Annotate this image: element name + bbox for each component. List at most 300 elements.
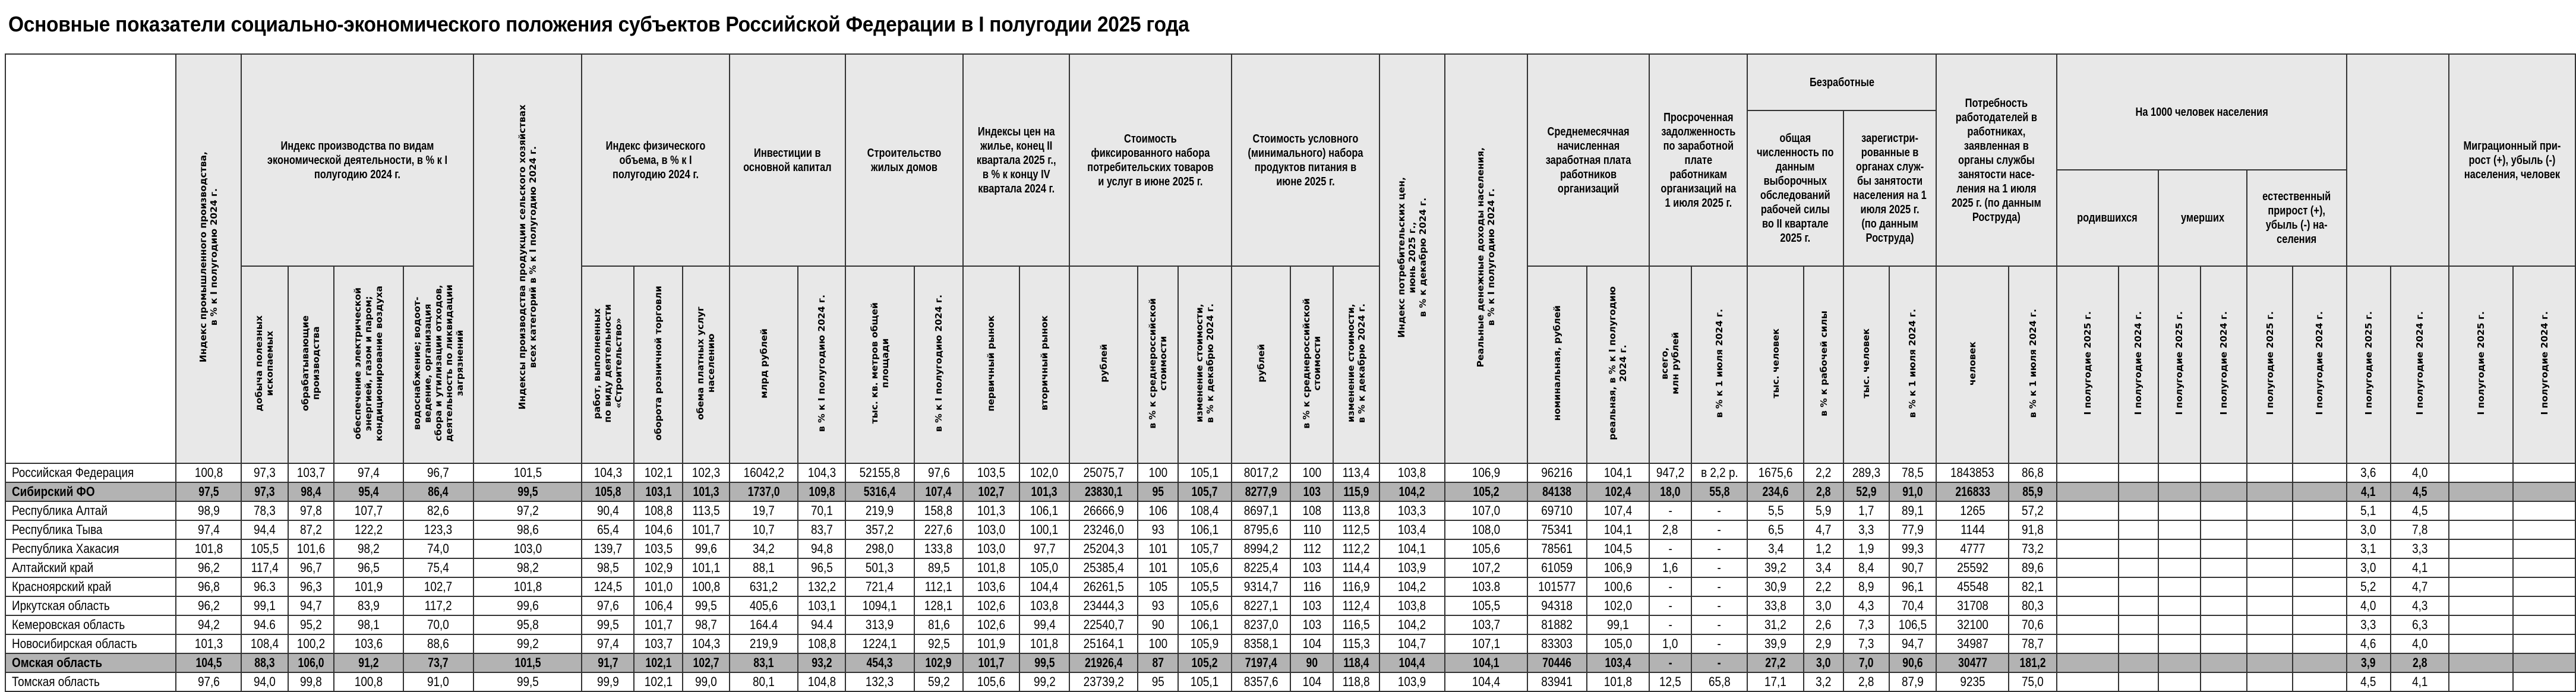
value-cell (1019, 615, 1069, 634)
value-cell (1587, 634, 1649, 653)
value-cell (2449, 596, 2513, 615)
value-cell (1019, 558, 1069, 577)
cell-value: 3,9 (2361, 655, 2376, 670)
cell-value: 94,2 (197, 617, 220, 632)
value-cell (2293, 501, 2347, 520)
value-cell (334, 482, 403, 501)
cell-value: 8357,6 (1243, 674, 1278, 689)
cell-value: 105 (1148, 579, 1167, 594)
cell-value: 112,1 (925, 579, 952, 594)
value-cell (2119, 539, 2158, 558)
cell-value: 70,0 (427, 617, 450, 632)
cell-value: 1,9 (1858, 541, 1874, 556)
cell-value: 70,1 (810, 503, 833, 518)
value-cell (798, 653, 845, 672)
value-cell (2513, 577, 2575, 596)
value-cell (845, 653, 914, 672)
value-cell (403, 463, 473, 482)
cell-value: 102,6 (977, 598, 1005, 613)
value-cell (334, 615, 403, 634)
value-cell (1178, 615, 1232, 634)
value-cell (1747, 634, 1804, 653)
value-cell (1379, 463, 1445, 482)
cell-value: 70,4 (1901, 598, 1924, 613)
value-cell (2119, 634, 2158, 653)
cell-value: 94.6 (253, 617, 276, 632)
cell-value: 105,5 (1191, 579, 1219, 594)
cell-value: 25385,4 (1083, 560, 1124, 575)
value-cell (798, 558, 845, 577)
cell-value: 103,5 (644, 541, 673, 556)
value-cell (288, 596, 334, 615)
cell-value: 81,6 (927, 617, 950, 632)
value-cell (730, 577, 798, 596)
value-cell (1804, 653, 1843, 672)
value-cell (1691, 539, 1748, 558)
value-cell (2293, 615, 2347, 634)
cell-value: 139,7 (594, 541, 622, 556)
cell-value: - (1717, 541, 1722, 556)
cell-value: 65,4 (596, 522, 619, 537)
cell-value: 83,1 (753, 655, 774, 670)
value-cell (2247, 463, 2293, 482)
cell-value: 95,2 (299, 617, 322, 632)
value-cell (1379, 520, 1445, 539)
cell-value: 104,3 (807, 465, 836, 480)
value-cell (1333, 577, 1379, 596)
value-cell (845, 520, 914, 539)
value-cell (1936, 520, 2009, 539)
cell-value: 1843853 (1950, 465, 1995, 480)
value-cell (2247, 615, 2293, 634)
cell-value: 19,7 (753, 503, 775, 518)
value-cell (634, 558, 682, 577)
value-cell (473, 501, 582, 520)
cell-value: - (1668, 503, 1672, 518)
value-cell (730, 672, 798, 691)
cell-value: 104,8 (807, 674, 836, 689)
cell-value: 78561 (1541, 541, 1573, 556)
cell-value: 69710 (1541, 503, 1573, 518)
region-name: Новосибирская область (12, 636, 137, 651)
cell-value: 99,2 (1033, 674, 1056, 689)
region-name: Иркутская область (12, 598, 110, 613)
cell-value: 5,2 (2360, 579, 2376, 594)
cell-value: 104,6 (644, 522, 673, 537)
cell-value: 100 (1148, 465, 1167, 480)
value-cell (1843, 615, 1889, 634)
value-cell (2057, 577, 2119, 596)
value-cell (1445, 520, 1527, 539)
value-cell (1138, 539, 1177, 558)
value-cell (1649, 615, 1691, 634)
table-row (5, 596, 2575, 615)
value-cell (2009, 577, 2057, 596)
header-industrial-index: Индекс промышленного производства, в % к I полугодию 2024 г. (176, 54, 241, 463)
value-cell (1843, 539, 1889, 558)
value-cell (798, 672, 845, 691)
cell-value: 1,6 (1662, 560, 1678, 575)
value-cell (1232, 672, 1290, 691)
cell-value: 4,7 (1816, 522, 1832, 537)
cell-value: 97,4 (197, 522, 220, 537)
value-cell (1804, 596, 1843, 615)
cell-value: 8225,4 (1243, 560, 1278, 575)
value-cell (730, 520, 798, 539)
value-cell (1445, 615, 1527, 634)
cell-value: 105,5 (250, 541, 279, 556)
cell-value: 100,2 (296, 636, 326, 651)
cell-value: 97,6 (197, 674, 220, 689)
value-cell (2201, 539, 2247, 558)
cell-value: 4,1 (2411, 674, 2428, 689)
value-cell (963, 672, 1019, 691)
value-cell (2158, 653, 2201, 672)
value-cell (1379, 501, 1445, 520)
value-cell (1445, 501, 1527, 520)
region-name-cell (5, 615, 176, 634)
region-name: Республика Алтай (12, 503, 108, 518)
region-name: Республика Тыва (12, 522, 103, 537)
cell-value: 313,9 (866, 617, 894, 632)
value-cell (798, 482, 845, 501)
value-cell (2347, 672, 2391, 691)
value-cell (1333, 634, 1379, 653)
value-cell (1889, 672, 1937, 691)
header-housing: Строительство жилых домов (845, 54, 963, 266)
cell-value: 88,6 (427, 636, 450, 651)
value-cell (1069, 482, 1138, 501)
cell-value: 104,1 (1473, 655, 1499, 670)
value-cell (2057, 539, 2119, 558)
cell-value: 101,9 (977, 636, 1005, 651)
cell-value: 104 (1302, 674, 1322, 689)
cell-value: 95 (1152, 484, 1164, 499)
region-name: Алтайский край (12, 560, 94, 575)
value-cell (683, 501, 730, 520)
value-cell (334, 539, 403, 558)
value-cell (1019, 653, 1069, 672)
header-per-1000: На 1000 человек населения (2057, 54, 2347, 170)
subheader: обема платных услуг населению (683, 266, 730, 463)
value-cell (1649, 634, 1691, 653)
value-cell (1587, 539, 1649, 558)
cell-value: 1094,1 (863, 598, 897, 613)
cell-value: 122,2 (354, 522, 383, 537)
cell-value: 8227,1 (1243, 598, 1278, 613)
cell-value: 112,5 (1343, 522, 1371, 537)
value-cell (1232, 615, 1290, 634)
cell-value: 106,5 (1898, 617, 1927, 632)
cell-value: 117,2 (424, 598, 452, 613)
cell-value: 216833 (1955, 484, 1990, 499)
cell-value: 70446 (1542, 655, 1572, 670)
value-cell (334, 672, 403, 691)
cell-value: 91,2 (358, 655, 379, 670)
subheader: I полугодие 2025 г. (2158, 266, 2201, 463)
value-cell (473, 577, 582, 596)
header-min-set: Стоимость условного (минимального) набора продуктов питания в июне 2025 г. (1232, 54, 1379, 266)
value-cell (1804, 558, 1843, 577)
cell-value: 101 (1148, 560, 1167, 575)
subheader: обеспечение электрической энергией, газом и паром; кондиционирование воздуха (334, 266, 403, 463)
cell-value: 106,9 (1472, 465, 1500, 480)
region-name-cell (5, 520, 176, 539)
value-cell (914, 596, 963, 615)
subheader: вторичный рынок (1019, 266, 1069, 463)
value-cell (1232, 463, 1290, 482)
cell-value: 91,0 (427, 674, 450, 689)
value-cell (1290, 596, 1333, 615)
cell-value: 4,3 (1858, 598, 1874, 613)
cell-value: 100,8 (354, 674, 383, 689)
cell-value: 105,6 (977, 674, 1005, 689)
cell-value: 97,3 (253, 465, 276, 480)
cell-value: - (1717, 503, 1722, 518)
value-cell (1843, 463, 1889, 482)
cell-value: 99,8 (299, 674, 322, 689)
cell-value: 97,2 (516, 503, 539, 518)
region-name-cell (5, 539, 176, 558)
value-cell (1333, 463, 1379, 482)
value-cell (2449, 653, 2513, 672)
value-cell (2158, 558, 2201, 577)
value-cell (798, 501, 845, 520)
cell-value: 234,6 (1762, 484, 1789, 499)
value-cell (2347, 482, 2391, 501)
value-cell (2449, 463, 2513, 482)
value-cell (403, 672, 473, 691)
value-cell (2119, 501, 2158, 520)
value-cell (2247, 653, 2293, 672)
value-cell (473, 539, 582, 558)
value-cell (2293, 463, 2347, 482)
value-cell (1691, 463, 1748, 482)
cell-value: 94318 (1541, 598, 1573, 613)
value-cell (1178, 482, 1232, 501)
value-cell (403, 539, 473, 558)
subheader: I полугодие 2025 г. (2449, 266, 2513, 463)
cell-value: 25204,3 (1083, 541, 1124, 556)
value-cell (1889, 577, 1937, 596)
value-cell (2119, 463, 2158, 482)
cell-value: 104,5 (195, 655, 222, 670)
cell-value: в 2,2 р. (1700, 465, 1738, 480)
cell-value: 1,2 (1816, 541, 1832, 556)
value-cell (2009, 501, 2057, 520)
table-header (5, 54, 2575, 463)
cell-value: - (1718, 655, 1721, 670)
cell-value: 8795,6 (1243, 522, 1278, 537)
cell-value: 25075,7 (1083, 465, 1124, 480)
cell-value: 100 (1148, 636, 1167, 651)
cell-value: 99,3 (1901, 541, 1924, 556)
value-cell (1587, 653, 1649, 672)
value-cell (288, 634, 334, 653)
value-cell (1889, 501, 1937, 520)
subheader: I полугодие 2024 г. (2201, 266, 2247, 463)
cell-value: 101,8 (1603, 674, 1633, 689)
cell-value: 105,6 (1191, 598, 1219, 613)
region-name: Сибирский ФО (12, 484, 95, 499)
cell-value: 102,9 (644, 560, 673, 575)
value-cell (2247, 501, 2293, 520)
cell-value: 97,8 (299, 503, 322, 518)
value-cell (1527, 653, 1587, 672)
value-cell (176, 463, 241, 482)
cell-value: 90 (1306, 655, 1318, 670)
region-name-cell (5, 672, 176, 691)
cell-value: 102,0 (1603, 598, 1633, 613)
cell-value: 80,3 (2022, 598, 2044, 613)
value-cell (1804, 615, 1843, 634)
value-cell (2293, 482, 2347, 501)
value-cell (582, 577, 634, 596)
header-arrears: Просроченная задолженность по заработной плате работникам организаций на 1 июля 2025 г. (1649, 54, 1748, 266)
value-cell (1379, 596, 1445, 615)
page-title: Основные показатели социально-экономического положения субъектов Российской Федерации в I полугодии 2025 года (8, 12, 1189, 36)
value-cell (2513, 482, 2575, 501)
value-cell (2009, 672, 2057, 691)
value-cell (683, 482, 730, 501)
value-cell (730, 558, 798, 577)
value-cell (1178, 539, 1232, 558)
value-cell (582, 653, 634, 672)
value-cell (334, 634, 403, 653)
value-cell (1069, 463, 1138, 482)
value-cell (2247, 577, 2293, 596)
cell-value: 454,3 (866, 655, 894, 670)
value-cell (1804, 634, 1843, 653)
cell-value: 106,0 (298, 655, 324, 670)
value-cell (2449, 558, 2513, 577)
cell-value: 98,2 (358, 541, 380, 556)
value-cell (1747, 520, 1804, 539)
value-cell (1649, 463, 1691, 482)
cell-value: 2,8 (1816, 484, 1831, 499)
indicators-table (5, 53, 2576, 692)
header-employer-demand: Потребность работодателей в работниках, заявленная в органы службы занятости насе-ления на 1 июля 2025 г. (по данным Роструда) (1936, 54, 2057, 266)
value-cell (2293, 634, 2347, 653)
value-cell (1445, 482, 1527, 501)
value-cell (1019, 463, 1069, 482)
table-row (5, 653, 2575, 672)
cell-value: 81882 (1541, 617, 1573, 632)
cell-value: 104,2 (1399, 484, 1425, 499)
cell-value: - (1668, 617, 1672, 632)
cell-value: 6,3 (2411, 617, 2428, 632)
value-cell (2057, 596, 2119, 615)
value-cell (1138, 596, 1177, 615)
value-cell (582, 463, 634, 482)
cell-value: 101,3 (977, 503, 1005, 518)
value-cell (2201, 558, 2247, 577)
value-cell (1587, 615, 1649, 634)
value-cell (2057, 501, 2119, 520)
value-cell (2347, 615, 2391, 634)
region-name-cell (5, 653, 176, 672)
value-cell (1527, 615, 1587, 634)
cell-value: 99,2 (516, 636, 539, 651)
value-cell (2347, 501, 2391, 520)
cell-value: 103,9 (1398, 560, 1426, 575)
cell-value: 7,8 (2411, 522, 2428, 537)
value-cell (2513, 653, 2575, 672)
cell-value: 95,8 (516, 617, 539, 632)
value-cell (288, 463, 334, 482)
value-cell (1936, 672, 2009, 691)
value-cell (582, 539, 634, 558)
cell-value: 87 (1152, 655, 1164, 670)
cell-value: 33,8 (1764, 598, 1787, 613)
cell-value: 98,1 (358, 617, 380, 632)
value-cell (582, 672, 634, 691)
value-cell (1178, 558, 1232, 577)
value-cell (2513, 615, 2575, 634)
cell-value: 132,2 (807, 579, 836, 594)
cell-value: 104,4 (1472, 674, 1500, 689)
cell-value: 4,6 (2360, 636, 2376, 651)
cell-value: 116 (1303, 579, 1321, 594)
value-cell (1138, 463, 1177, 482)
cell-value: 5316,4 (864, 484, 896, 499)
cell-value: 112,2 (1343, 541, 1371, 556)
value-cell (1843, 596, 1889, 615)
subheader: человек (1936, 266, 2009, 463)
value-cell (2293, 539, 2347, 558)
header-physical-volume: Индекс физического объема, в % к I полугодию 2024 г. (582, 54, 730, 266)
value-cell (2247, 634, 2293, 653)
value-cell (730, 482, 798, 501)
value-cell (683, 577, 730, 596)
cell-value: 90 (1151, 617, 1164, 632)
value-cell (1843, 672, 1889, 691)
header-investment: Инвестиции в основной капитал (730, 54, 845, 266)
cell-value: 101,5 (514, 655, 541, 670)
value-cell (1290, 463, 1333, 482)
value-cell (1889, 539, 1937, 558)
cell-value: 110 (1303, 522, 1321, 537)
value-cell (1843, 634, 1889, 653)
value-cell (176, 577, 241, 596)
cell-value: 101,8 (194, 541, 223, 556)
cell-value: 1,7 (1858, 503, 1874, 518)
value-cell (288, 558, 334, 577)
cell-value: 4,3 (2411, 598, 2428, 613)
value-cell (2449, 539, 2513, 558)
cell-value: 117,4 (251, 560, 279, 575)
value-cell (1178, 672, 1232, 691)
cell-value: - (1717, 560, 1722, 575)
cell-value: 105,2 (1473, 484, 1499, 499)
value-cell (1019, 596, 1069, 615)
cell-value: 96.3 (253, 579, 276, 594)
value-cell (1587, 672, 1649, 691)
value-cell (2247, 482, 2293, 501)
value-cell (634, 596, 682, 615)
cell-value: 101,7 (644, 617, 673, 632)
value-cell (241, 672, 288, 691)
value-cell (176, 482, 241, 501)
cell-value: 106,9 (1603, 560, 1633, 575)
cell-value: 82,6 (427, 503, 450, 518)
value-cell (403, 482, 473, 501)
cell-value: 45548 (1956, 579, 1988, 594)
subheader: тыс. человек (1747, 266, 1804, 463)
value-cell (1069, 501, 1138, 520)
value-cell (1527, 482, 1587, 501)
header-unemployed-registered: зарегистри-рованные в органах служ-бы занятости населения на 1 июля 2025 г. (по данным Роструда) (1843, 110, 1936, 266)
